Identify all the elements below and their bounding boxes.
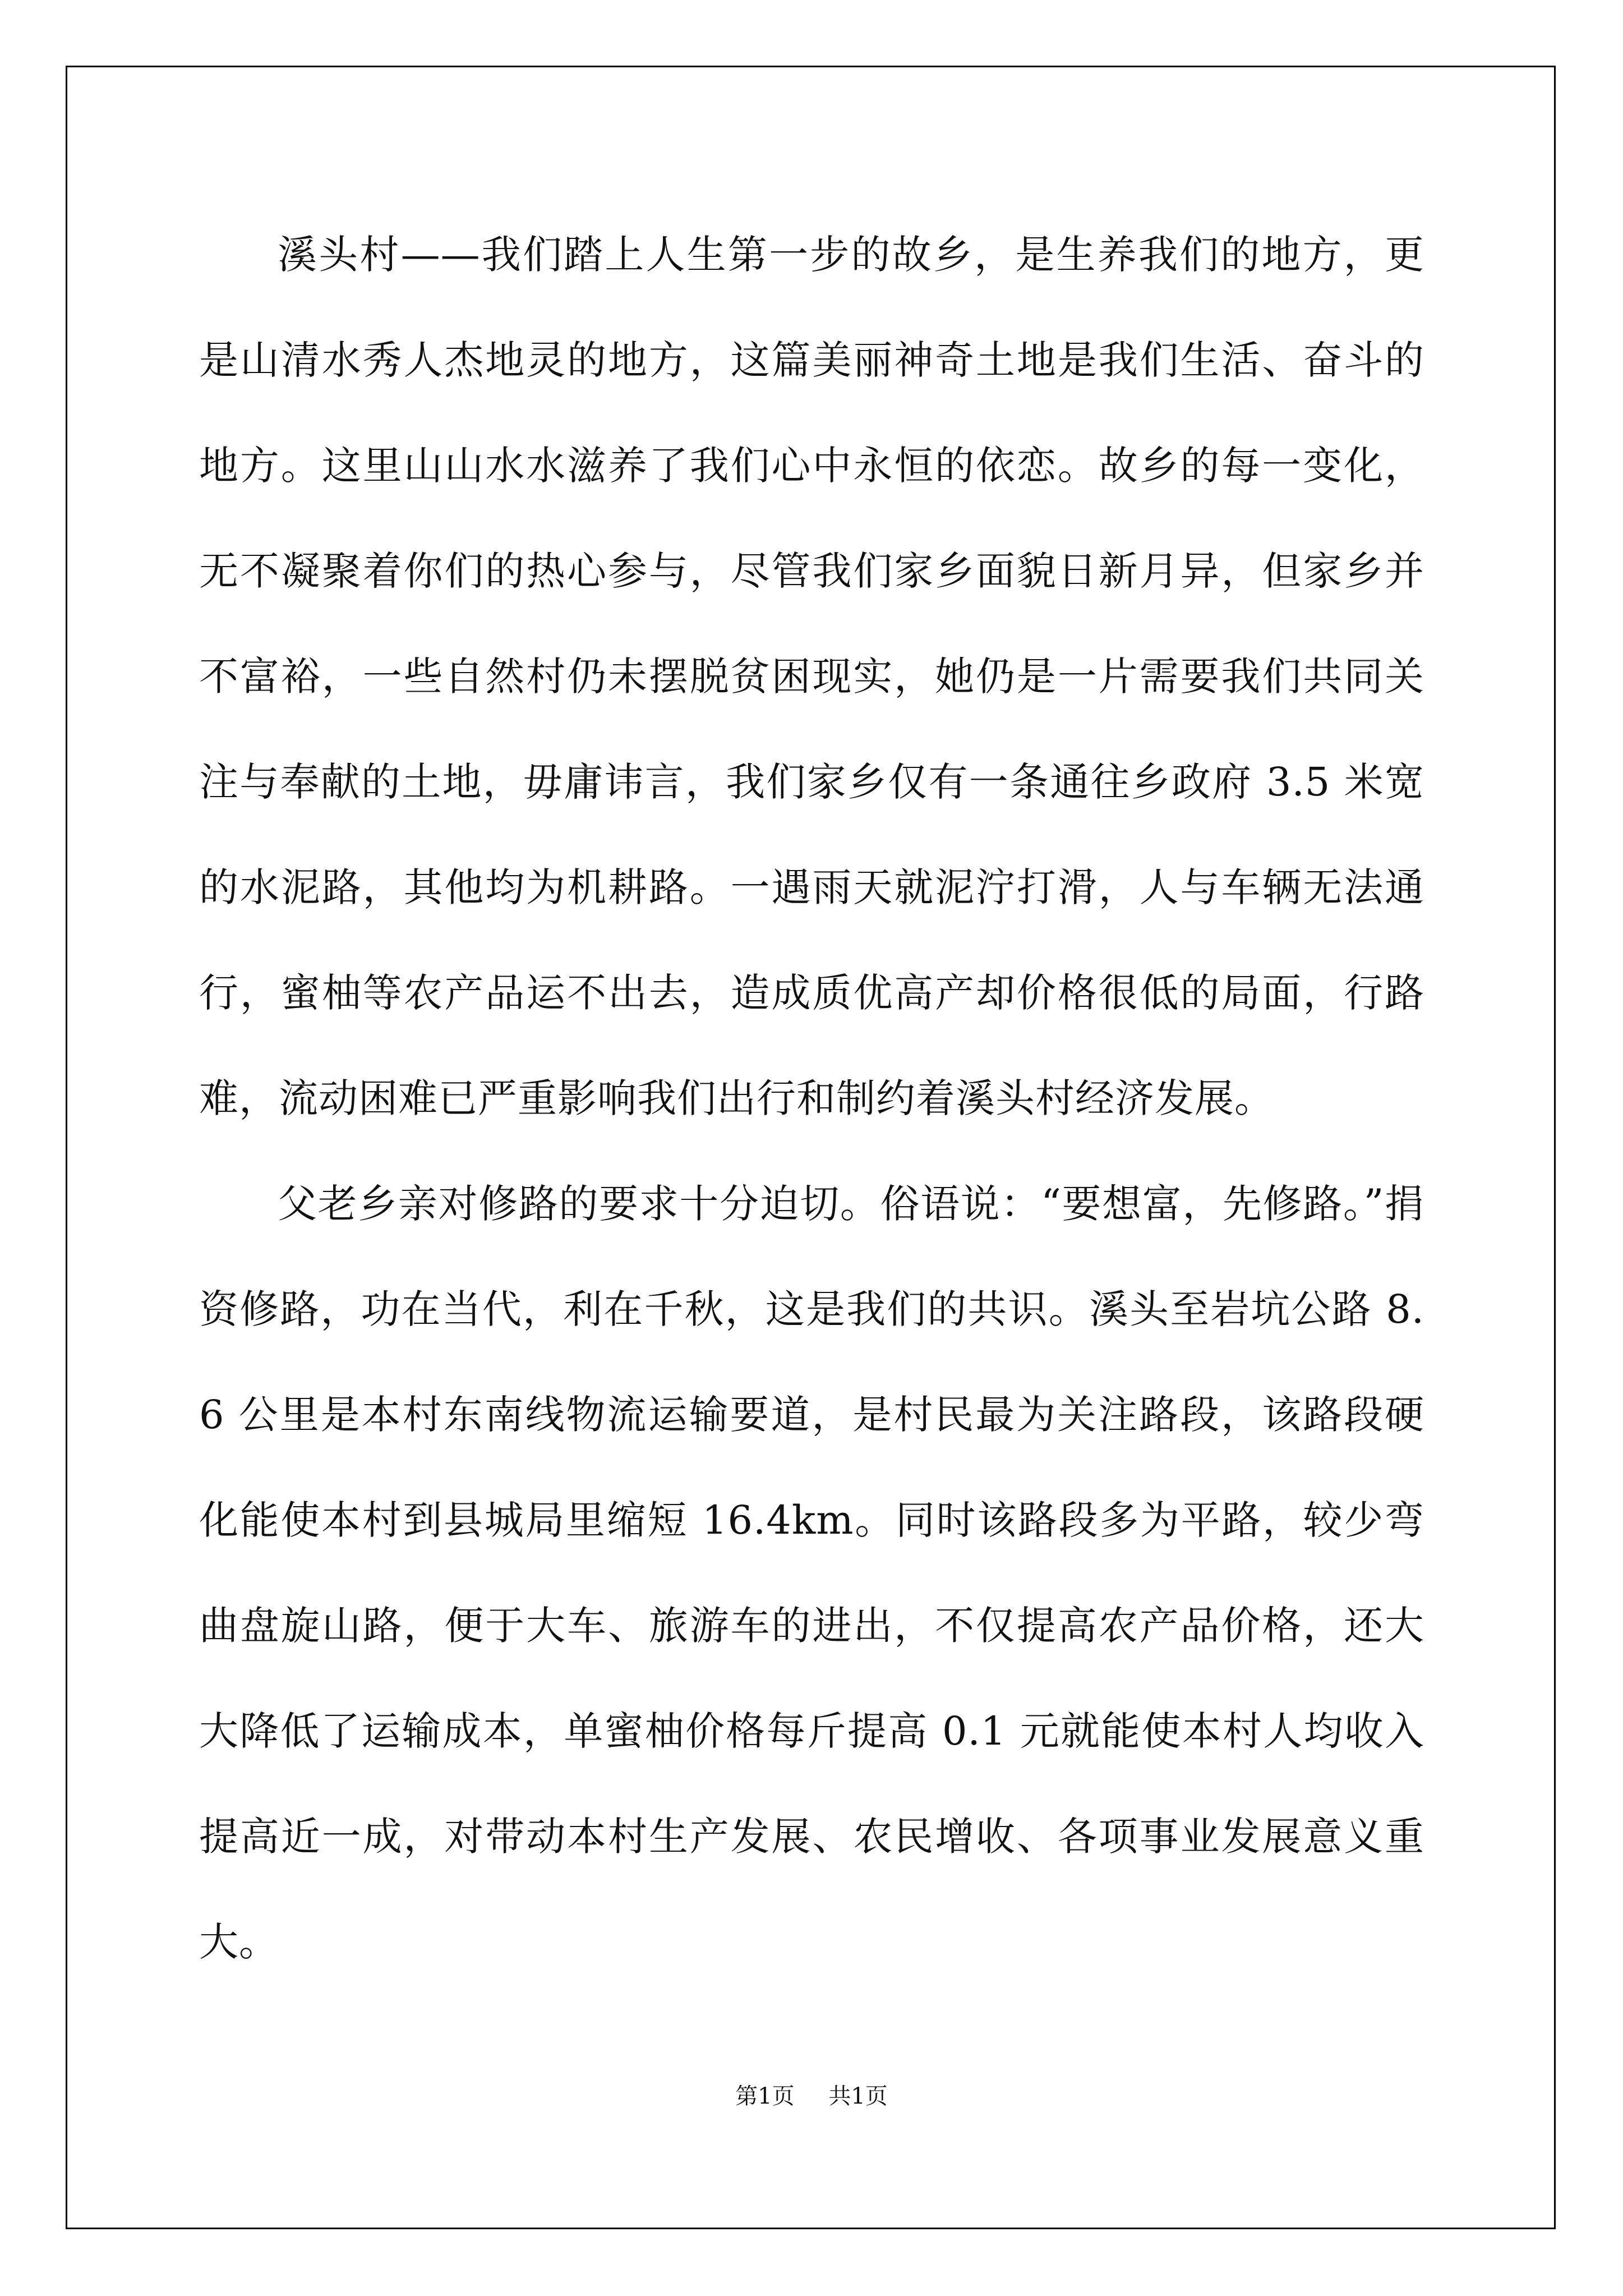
document-body [199, 202, 1424, 1995]
page-footer [0, 2078, 1623, 2110]
page-number-current: 第1页 [735, 2083, 795, 2109]
paragraph-1: 溪头村——我们踏上人生第一步的故乡，是生养我们的地方，更是山清水秀人杰地灵的地方，这篇美丽神奇土地是我们生活、奋斗的地方。这里山山水水滋养了我们心中永恒的依恋。故乡的每一变化，无不凝聚着你们的热心参与，尽管我们家乡面貌日新月异，但家乡并不富裕，一些自然村仍未摆脱贫困现实，她仍是一片需要我们共同关注与奉献的土地，毋庸讳言，我们家乡仅有一条通往乡政府 3.5 米宽的水泥路，其他均为机耕路。一遇雨天就泥泞打滑，人与车辆无法通行，蜜柚等农产品运不出去，造成质优高产却价格很低的局面，行路难，流动困难已严重影响我们出行和制约着溪头村经济发展。 [199, 232, 1424, 1121]
paragraph-2: 父老乡亲对修路的要求十分迫切。俗语说：“要想富，先修路。”捐资修路，功在当代，利在千秋，这是我们的共识。溪头至岩坑公路 8.6 公里是本村东南线物流运输要道，是村民最为关注路段，该路段硬化能使本村到县城局里缩短 16.4km。同时该路段多为平路，较少弯曲盘旋山路，便于大车、旅游车的进出，不仅提高农产品价格，还大大降低了运输成本，单蜜柚价格每斤提高 0.1 元就能使本村人均收入提高近一成，对带动本村生产发展、农民增收、各项事业发展意义重大。 [199, 1181, 1424, 1965]
page-number-total: 共1页 [828, 2083, 888, 2109]
